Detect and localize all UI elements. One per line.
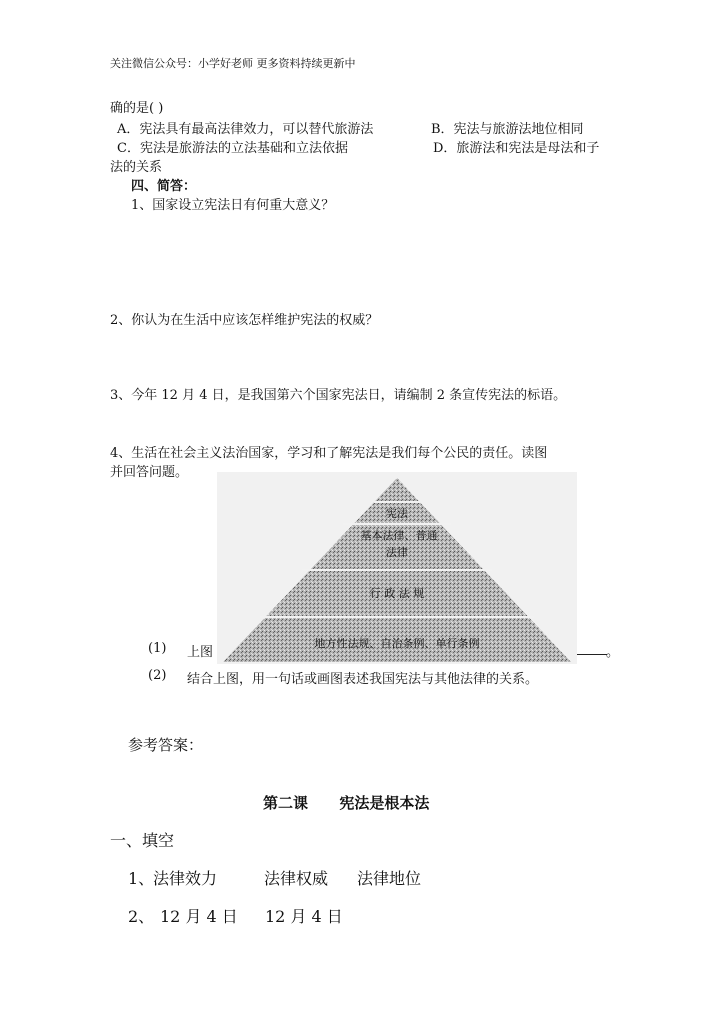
question-4-line2: 并回答问题。 [110,465,189,480]
answer-2-item: 12 月 4 日 [160,907,238,926]
answers-part-1: 一、填空 [110,831,175,850]
option-a: A．宪法具有最高法律效力，可以替代旅游法 [117,122,374,137]
lesson-title: 第二课 宪法是根本法 [263,794,430,812]
subquestion-1-end: 。 [606,645,620,660]
question-4-line1: 4、生活在社会主义法治国家，学习和了解宪法是我们每个公民的责任。读图 [110,446,548,461]
question-1: 1、国家设立宪法日有何重大意义？ [131,198,335,213]
pyramid-level-local-regulations: 地方性法规、自治条例、单行条例 [314,637,480,650]
subquestion-1-number: (1) [148,641,167,656]
option-d: D．旅游法和宪法是母法和子 [433,141,600,156]
subquestion-1-text: 上图 [187,645,214,660]
pyramid-level-admin-regulations: 行 政 法 规 [369,587,425,600]
answer-1-number: 1、 [128,869,155,888]
pyramid-svg [217,472,577,664]
law-pyramid-figure [217,472,577,664]
answer-1-item: 法律效力 [153,869,218,888]
answer-2-item: 12 月 4 日 [265,907,343,926]
page-header: 关注微信公众号：小学好老师 更多资料持续更新中 [110,57,356,70]
section-title: 四、简答： [131,179,197,194]
answer-1-item: 法律权威 [264,869,329,888]
answers-label: 参考答案： [128,736,204,754]
answer-1-item: 法律地位 [357,869,422,888]
option-c: C．宪法是旅游法的立法基础和立法依据 [117,141,348,156]
pyramid-level-constitution: 宪法 [386,507,408,520]
question-stem-tail: 确的是( ) [110,101,164,116]
answer-2-number: 2、 [128,907,155,926]
option-b: B．宪法与旅游法地位相同 [431,122,584,137]
question-2: 2、你认为在生活中应该怎样维护宪法的权威？ [110,313,379,328]
subquestion-2-number: (2) [148,668,167,683]
pyramid-level-law: 法律 [386,546,408,559]
question-3: 3、今年 12 月 4 日，是我国第六个国家宪法日，请编制 2 条宣传宪法的标语。 [110,388,567,403]
subquestion-2-text: 结合上图，用一句话或画图表述我国宪法与其他法律的关系。 [187,672,539,687]
option-d-continued: 法的关系 [110,160,163,175]
answer-blank-line [577,654,607,655]
pyramid-level-basic-law: 基本法律、普通 [360,529,438,542]
